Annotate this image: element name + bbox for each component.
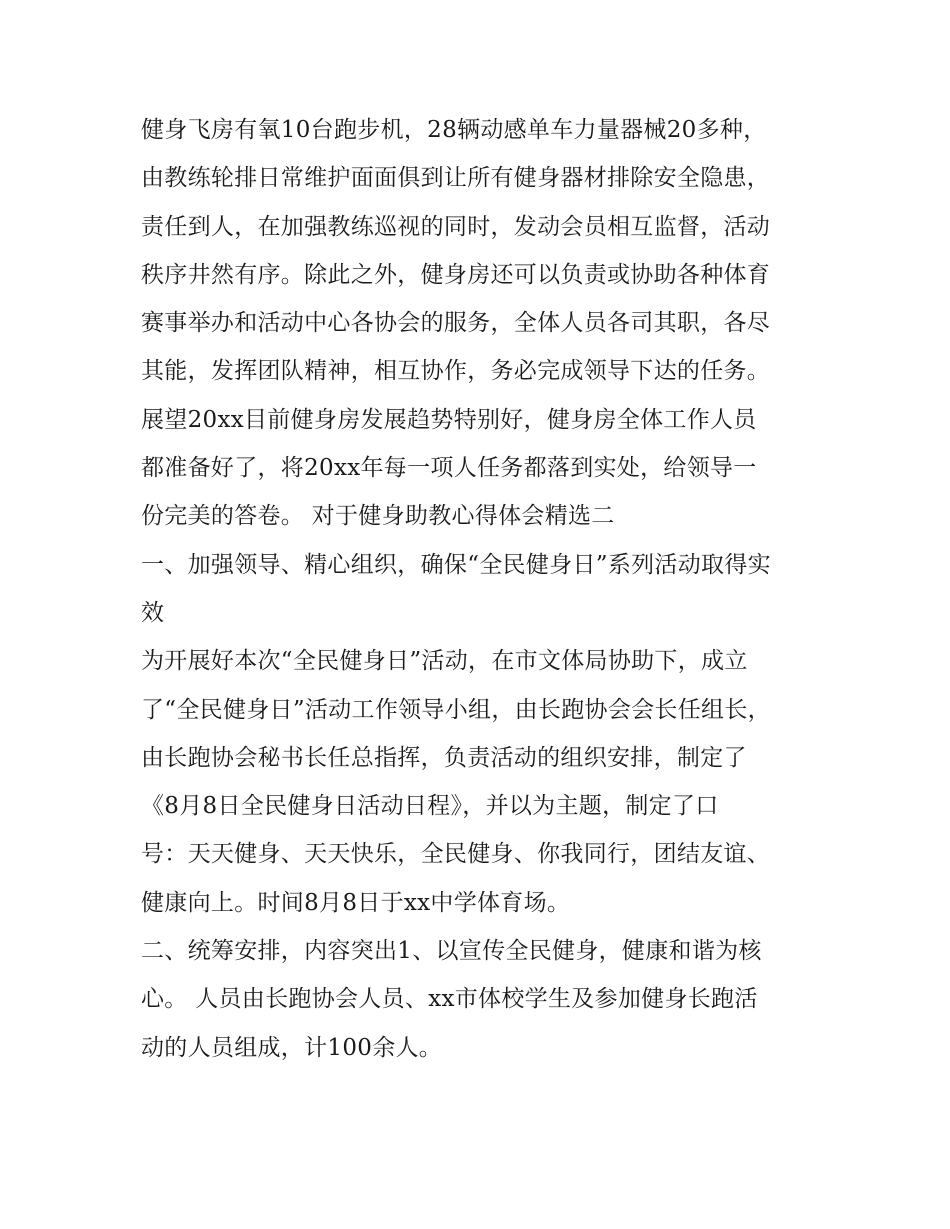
- text-line: 了“全民健身日”活动工作领导小组，由长跑协会会长任组长，: [141, 696, 771, 723]
- text-line: 都准备好了，将20xx年每一项人任务都落到实处，给领导一: [141, 455, 757, 482]
- text-line: 份完美的答卷。 对于健身助教心得体会精选二: [141, 503, 615, 530]
- body-text: [141, 106, 821, 1072]
- text-line: 动的人员组成，计100余人。: [141, 1034, 443, 1061]
- text-line: 心。 人员由长跑协会人员、xx市体校学生及参加健身长跑活: [141, 986, 758, 1013]
- text-line: 其能，发挥团队精神，相互协作，务必完成领导下达的任务。: [141, 358, 771, 385]
- text-line: 健康向上。时间8月8日于xx中学体育场。: [141, 889, 571, 916]
- section-heading-1-cont: 效: [141, 599, 165, 626]
- text-line: 为开展好本次“全民健身日”活动，在市文体局协助下，成立: [141, 648, 748, 675]
- text-line: 《8月8日全民健身日活动日程》，并以为主题，制定了口: [141, 793, 719, 820]
- text-line: 责任到人，在加强教练巡视的同时，发动会员相互监督，活动: [141, 213, 771, 240]
- text-line: 赛事举办和活动中心各协会的服务，全体人员各司其职，各尽: [141, 310, 771, 337]
- text-line: 由长跑协会秘书长任总指挥，负责活动的组织安排，制定了: [141, 744, 747, 771]
- text-line: 由教练轮排日常维护面面俱到让所有健身器材排除安全隐患，: [141, 165, 771, 192]
- section-heading-2: 二、统筹安排，内容突出1、以宣传全民健身，健康和谐为核: [141, 938, 762, 965]
- text-line: 健身飞房有氧10台跑步机，28辆动感单车力量器械20多种，: [141, 117, 767, 143]
- text-line: 秩序井然有序。除此之外，健身房还可以负责或协助各种体育: [141, 261, 771, 288]
- text-line: 号：天天健身、天天快乐，全民健身、你我同行，团结友谊、: [141, 841, 771, 868]
- section-heading-1: 一、加强领导、精心组织，确保“全民健身日”系列活动取得实: [141, 551, 771, 578]
- text-line: 展望20xx目前健身房发展趋势特别好，健身房全体工作人员: [141, 406, 757, 433]
